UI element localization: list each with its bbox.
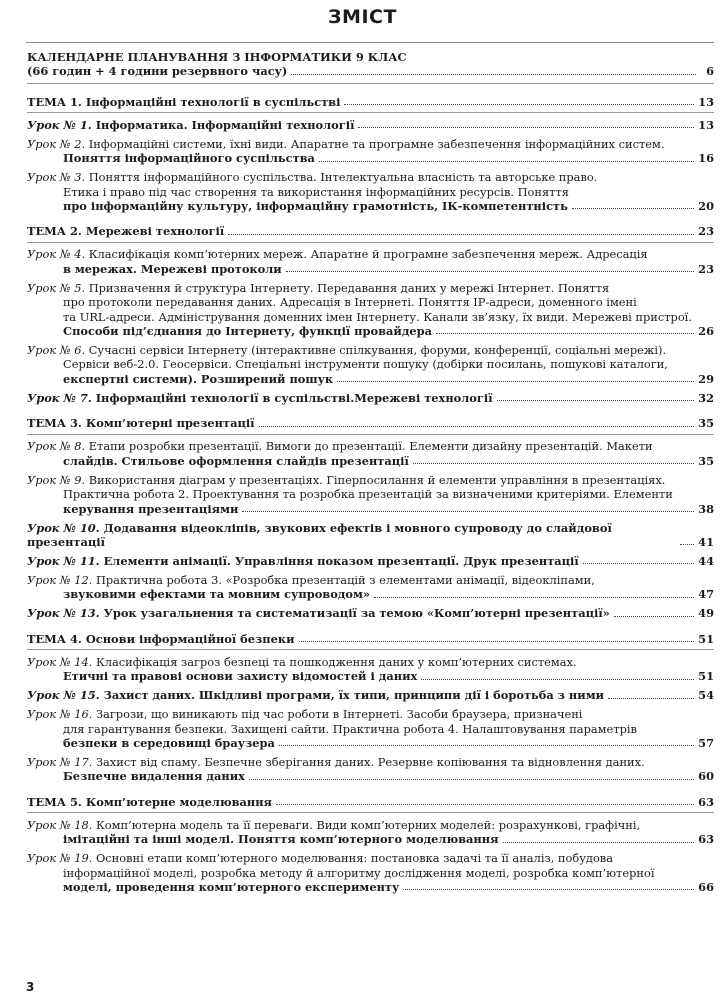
- lesson-text: [63, 502, 238, 516]
- lesson-text-line: слайдів. Стильове оформлення слайдів презентації: [63, 453, 409, 468]
- lesson-label: Урок № 1.: [27, 117, 92, 132]
- dot-leader: [572, 208, 694, 209]
- dot-leader: [286, 271, 694, 272]
- lesson-text-line: Поняття інформаційного суспільства. Інтелектуальна власність та авторське право.: [88, 170, 598, 185]
- lesson-line: [27, 281, 714, 295]
- dot-leader: [242, 511, 694, 512]
- topic-row[interactable]: [27, 224, 714, 238]
- topic-divider: [27, 242, 714, 243]
- lesson-page-number: 54: [698, 688, 714, 703]
- topic-page-number: 23: [698, 224, 714, 239]
- lesson-text-line: інформаційної моделі, розробка методу й алгоритму дослідження моделі, розробка комп’ютерної: [63, 865, 655, 880]
- lesson-line: [27, 343, 714, 357]
- lesson-line: [27, 324, 714, 338]
- lesson-text: [63, 769, 245, 783]
- lesson-entry[interactable]: [27, 573, 714, 602]
- lesson-entry[interactable]: [27, 281, 714, 339]
- topic-divider: [27, 434, 714, 435]
- lesson-page-number: 41: [698, 534, 714, 549]
- dot-leader: [436, 333, 694, 334]
- lesson-text: [27, 343, 666, 357]
- lesson-line: [27, 199, 714, 213]
- lesson-text: [63, 669, 417, 683]
- lesson-page-number: 16: [698, 151, 714, 166]
- lesson-line: [27, 372, 714, 386]
- lesson-line: [27, 454, 714, 468]
- lesson-text: [63, 832, 499, 846]
- topic-page-number: 13: [698, 94, 714, 109]
- lesson-line: [27, 310, 714, 324]
- lesson-text: [63, 185, 569, 199]
- lesson-page-number: 38: [698, 501, 714, 516]
- dot-leader: [608, 698, 694, 699]
- lesson-entry[interactable]: [27, 554, 714, 568]
- topic-divider: [27, 112, 714, 113]
- lesson-entry[interactable]: [27, 118, 714, 132]
- dot-leader: [413, 463, 694, 464]
- dot-leader: [228, 234, 694, 235]
- topic-page-number: 51: [698, 631, 714, 646]
- lesson-text: [27, 391, 493, 405]
- dot-leader: [374, 597, 694, 598]
- lesson-text: [27, 137, 664, 151]
- lesson-text-line: Сервіси веб-2.0. Геосервіси. Спеціальні інструменти пошуку (добірки посилань, пошукові каталоги,: [63, 357, 668, 372]
- lesson-line: [27, 736, 714, 750]
- lesson-line: [27, 247, 714, 261]
- topic-row[interactable]: [27, 795, 714, 809]
- topic-title: ТЕМА 1. Інформаційні технології в суспільстві: [27, 94, 341, 109]
- lesson-entry[interactable]: [27, 343, 714, 386]
- lesson-text-line: звуковими ефектами та мовним супроводом»: [63, 587, 371, 602]
- lesson-line: [27, 487, 714, 501]
- lesson-page-number: 60: [698, 769, 714, 784]
- lesson-line: [27, 866, 714, 880]
- lesson-line: [27, 722, 714, 736]
- lesson-text-line: Призначення й структура Інтернету. Передавання даних у мережі Інтернет. Поняття: [88, 280, 610, 295]
- lesson-line: [27, 391, 714, 405]
- dot-leader: [291, 74, 696, 75]
- topic-block: [27, 416, 714, 620]
- lesson-text: [27, 755, 645, 769]
- lesson-text: [27, 655, 577, 669]
- lesson-text-line: Основні етапи комп’ютерного моделювання: постановка задачі та її аналіз, побудова: [95, 851, 614, 866]
- lesson-text-line: експертні системи). Розширений пошук: [63, 371, 334, 386]
- lesson-text-line: Етика і право під час створення та використання інформаційних ресурсів. Поняття: [63, 184, 569, 199]
- lesson-line: [27, 439, 714, 453]
- dot-leader: [249, 779, 694, 780]
- topic-divider: [27, 649, 714, 650]
- lesson-text-line: Додавання відеокліпів, звукових ефектів і мовного супроводу до слайдової презентації: [27, 520, 612, 549]
- lesson-page-number: 32: [698, 390, 714, 405]
- lesson-page-number: 57: [698, 735, 714, 750]
- lesson-text: [63, 324, 432, 338]
- section-divider: [27, 83, 714, 84]
- dot-leader: [319, 161, 694, 162]
- lesson-text-line: Комп’ютерна модель та її переваги. Види комп’ютерних моделей: розрахункові, графічні,: [95, 817, 641, 832]
- lesson-text: [63, 199, 568, 213]
- lesson-line: [27, 655, 714, 669]
- lesson-line: [27, 587, 714, 601]
- lesson-text-line: про інформаційну культуру, інформаційну грамотність, ІК-компетентність: [63, 199, 568, 214]
- lesson-text-line: Етапи розробки презентації. Вимоги до презентації. Елементи дизайну презентацій. Макети: [88, 439, 653, 454]
- dot-leader: [337, 381, 694, 382]
- dot-leader: [614, 616, 694, 617]
- dot-leader: [299, 641, 695, 642]
- lesson-page-number: 26: [698, 324, 714, 339]
- lesson-entry[interactable]: [27, 688, 714, 702]
- lesson-text-line: Використання діаграм у презентаціях. Гіперпосилання й елементи управління в презентаціях.: [88, 472, 666, 487]
- lesson-text: [27, 439, 653, 453]
- lesson-text-line: Інформаційні технології в суспільстві.Мережеві технології: [95, 390, 493, 405]
- lesson-entry[interactable]: [27, 818, 714, 847]
- lesson-label: Урок № 13.: [27, 606, 100, 621]
- topic-title: ТЕМА 4. Основи інформаційної безпеки: [27, 631, 295, 646]
- title-rule: [26, 42, 714, 43]
- lesson-page-number: 29: [698, 371, 714, 386]
- dot-leader: [276, 804, 694, 805]
- lesson-line: [27, 818, 714, 832]
- lesson-entry[interactable]: [27, 439, 714, 468]
- lesson-text-line: Захист від спаму. Безпечне зберігання даних. Резервне копіювання та відновлення даних.: [95, 754, 645, 769]
- lesson-text-line: в мережах. Мережеві протоколи: [63, 261, 282, 276]
- lesson-text: [27, 118, 354, 132]
- lesson-text-line: Захист даних. Шкідливі програми, їх типи, принципи дії і боротьба з ними: [103, 688, 605, 703]
- lesson-text-line: Безпечне видалення даних: [63, 769, 245, 784]
- lesson-label: Урок № 7.: [27, 390, 92, 405]
- lesson-page-number: 35: [698, 453, 714, 468]
- lesson-page-number: 51: [698, 669, 714, 684]
- lesson-text: [63, 372, 333, 386]
- lesson-text: [27, 247, 648, 261]
- topic-row[interactable]: [27, 95, 714, 109]
- dot-leader: [403, 889, 694, 890]
- lesson-text-line: Практична робота 2. Проектування та розробка презентацій за визначеними критеріями. Елементи: [63, 487, 673, 502]
- lesson-entry[interactable]: [27, 473, 714, 516]
- lesson-entry[interactable]: [27, 707, 714, 750]
- lesson-line: [27, 573, 714, 587]
- lesson-text: [63, 295, 637, 309]
- lesson-text-line: Поняття інформаційного суспільства: [63, 151, 315, 166]
- lesson-text-line: Загрози, що виникають під час роботи в Інтернеті. Засоби браузера, призначені: [95, 707, 583, 722]
- lesson-text: [27, 707, 582, 721]
- topic-row[interactable]: [27, 416, 714, 430]
- lesson-text: [63, 587, 370, 601]
- topic-block: [27, 632, 714, 784]
- heading-title: КАЛЕНДАРНЕ ПЛАНУВАННЯ З ІНФОРМАТИКИ 9 КЛАС: [27, 50, 407, 64]
- dot-leader: [279, 745, 694, 746]
- dot-leader: [497, 400, 695, 401]
- lesson-text-line: Інформатика. Інформаційні технології: [95, 117, 355, 132]
- lesson-page-number: 44: [698, 553, 714, 568]
- topic-title: ТЕМА 5. Комп’ютерне моделювання: [27, 794, 272, 809]
- lesson-line: [27, 755, 714, 769]
- lesson-line: [27, 170, 714, 184]
- lesson-line: [27, 262, 714, 276]
- lesson-line: [27, 669, 714, 683]
- lesson-line: [27, 832, 714, 846]
- dot-leader: [503, 842, 695, 843]
- lesson-text: [63, 722, 637, 736]
- lesson-entry[interactable]: [27, 137, 714, 166]
- lesson-text: [27, 606, 610, 620]
- lesson-text-line: моделі, проведення комп’ютерного експерименту: [63, 879, 400, 894]
- topic-page-number: 35: [698, 416, 714, 431]
- lesson-page-number: 47: [698, 587, 714, 602]
- lesson-text-line: Етичні та правові основи захисту відомостей і даних: [63, 669, 418, 684]
- lesson-line: [27, 118, 714, 132]
- lesson-text: [27, 818, 640, 832]
- lesson-text: [27, 281, 609, 295]
- lesson-line: [27, 769, 714, 783]
- lesson-text-line: Способи під’єднання до Інтернету, функції провайдера: [63, 324, 433, 339]
- page-number: 3: [26, 980, 35, 994]
- lesson-entry[interactable]: [27, 655, 714, 684]
- lesson-entry[interactable]: [27, 170, 714, 213]
- lesson-text-line: Урок узагальнення та систематизації за темою «Комп’ютерні презентації»: [103, 606, 610, 621]
- lesson-text: [63, 357, 668, 371]
- heading-page-number: 6: [706, 64, 714, 79]
- dot-leader: [421, 679, 694, 680]
- lesson-text: [63, 880, 399, 894]
- lesson-line: [27, 151, 714, 165]
- lesson-text: [27, 851, 613, 865]
- lesson-text: [63, 866, 654, 880]
- dot-leader: [259, 426, 695, 427]
- lesson-entry[interactable]: [27, 247, 714, 276]
- lesson-line: [27, 688, 714, 702]
- dot-leader: [344, 104, 694, 105]
- calendar-planning-heading: [27, 50, 714, 84]
- lesson-label: Урок № 18.: [27, 817, 93, 832]
- lesson-label: Урок № 6.: [27, 343, 86, 358]
- lesson-text-line: Інформаційні системи, їхні види. Апаратне та програмне забезпечення інформаційних систем.: [88, 136, 665, 151]
- lesson-line: [27, 502, 714, 516]
- topic-block: [27, 795, 714, 895]
- topic-divider: [27, 812, 714, 813]
- topic-title: ТЕМА 2. Мережеві технології: [27, 224, 225, 239]
- lesson-label: Урок № 3.: [27, 170, 86, 185]
- lesson-text: [27, 473, 665, 487]
- lesson-label: Урок № 15.: [27, 688, 100, 703]
- table-of-contents: [27, 50, 714, 894]
- lesson-text: [63, 487, 673, 501]
- lesson-text: [63, 262, 282, 276]
- lesson-line: [27, 554, 714, 568]
- lesson-label: Урок № 5.: [27, 280, 86, 295]
- lesson-text-line: Практична робота 3. «Розробка презентацій з елементами анімації, відеокліпами,: [95, 572, 595, 587]
- lesson-line: [27, 357, 714, 371]
- lesson-text-line: Сучасні сервіси Інтернету (інтерактивне спілкування, форуми, конференції, соціальні мережі).: [88, 343, 667, 358]
- heading-subtitle: (66 годин + 4 години резервного часу): [27, 64, 288, 79]
- lesson-page-number: 49: [698, 606, 714, 621]
- dot-leader: [358, 127, 694, 128]
- lesson-label: Урок № 2.: [27, 136, 86, 151]
- lesson-text-line: Елементи анімації. Управління показом презентації. Друк презентації: [103, 553, 579, 568]
- lesson-label: Урок № 4.: [27, 247, 86, 262]
- lesson-label: Урок № 10.: [27, 520, 100, 535]
- lesson-text: [27, 170, 597, 184]
- lesson-text: [63, 310, 692, 324]
- lesson-label: Урок № 16.: [27, 707, 93, 722]
- lesson-label: Урок № 8.: [27, 439, 86, 454]
- lesson-line: [27, 707, 714, 721]
- lesson-entry[interactable]: [27, 755, 714, 784]
- lesson-text: [63, 151, 315, 165]
- lesson-entry[interactable]: [27, 606, 714, 620]
- lesson-label: Урок № 17.: [27, 754, 93, 769]
- lesson-text: [63, 454, 409, 468]
- lesson-text-line: та URL-адреси. Адміністрування доменних імен Інтернету. Канали зв’язку, їх види. Мережеві пристрої.: [63, 309, 692, 324]
- topic-row[interactable]: [27, 632, 714, 646]
- lesson-line: [27, 137, 714, 151]
- lesson-text-line: безпеки в середовищі браузера: [63, 735, 275, 750]
- lesson-text-line: Класифікація комп’ютерних мереж. Апаратне й програмне забезпечення мереж. Адресація: [88, 247, 648, 262]
- lesson-label: Урок № 11.: [27, 553, 100, 568]
- lesson-line: [27, 521, 714, 550]
- lesson-page-number: 63: [698, 832, 714, 847]
- lesson-line: [27, 880, 714, 894]
- lesson-label: Урок № 14.: [27, 654, 93, 669]
- lesson-text-line: про протоколи передавання даних. Адресація в Інтернеті. Поняття ІР-адреси, доменного імені: [63, 295, 637, 310]
- heading-subtitle-row[interactable]: [27, 64, 714, 78]
- lesson-text-line: для гарантування безпеки. Захищені сайти. Практична робота 4. Налаштовування параметрів: [63, 721, 637, 736]
- lesson-entry[interactable]: [27, 851, 714, 894]
- lesson-page-number: 23: [698, 261, 714, 276]
- lesson-page-number: 13: [698, 117, 714, 132]
- lesson-text: [27, 688, 604, 702]
- lesson-line: [27, 606, 714, 620]
- lesson-page-number: 20: [698, 199, 714, 214]
- topic-title: ТЕМА 3. Комп’ютерні презентації: [27, 416, 255, 431]
- topic-page-number: 63: [698, 794, 714, 809]
- lesson-text: [27, 521, 676, 550]
- lesson-text-line: керування презентаціями: [63, 501, 239, 516]
- lesson-entry[interactable]: [27, 391, 714, 405]
- lesson-label: Урок № 19.: [27, 851, 93, 866]
- page-title: ЗМІСТ: [328, 6, 397, 28]
- lesson-text: [27, 573, 595, 587]
- lesson-line: [27, 295, 714, 309]
- lesson-entry[interactable]: [27, 521, 714, 550]
- lesson-text-line: імітаційні та інші моделі. Поняття комп’ютерного моделювання: [63, 832, 499, 847]
- lesson-text: [63, 736, 275, 750]
- topic-block: [27, 95, 714, 214]
- lesson-line: [27, 851, 714, 865]
- dot-leader: [680, 544, 694, 545]
- dot-leader: [583, 563, 694, 564]
- lesson-line: [27, 185, 714, 199]
- lesson-line: [27, 473, 714, 487]
- lesson-label: Урок № 12.: [27, 572, 93, 587]
- lesson-page-number: 66: [698, 879, 714, 894]
- lesson-text: [27, 554, 579, 568]
- lesson-label: Урок № 9.: [27, 472, 86, 487]
- topic-block: [27, 224, 714, 405]
- lesson-text-line: Класифікація загроз безпеці та пошкодження даних у комп’ютерних системах.: [95, 654, 577, 669]
